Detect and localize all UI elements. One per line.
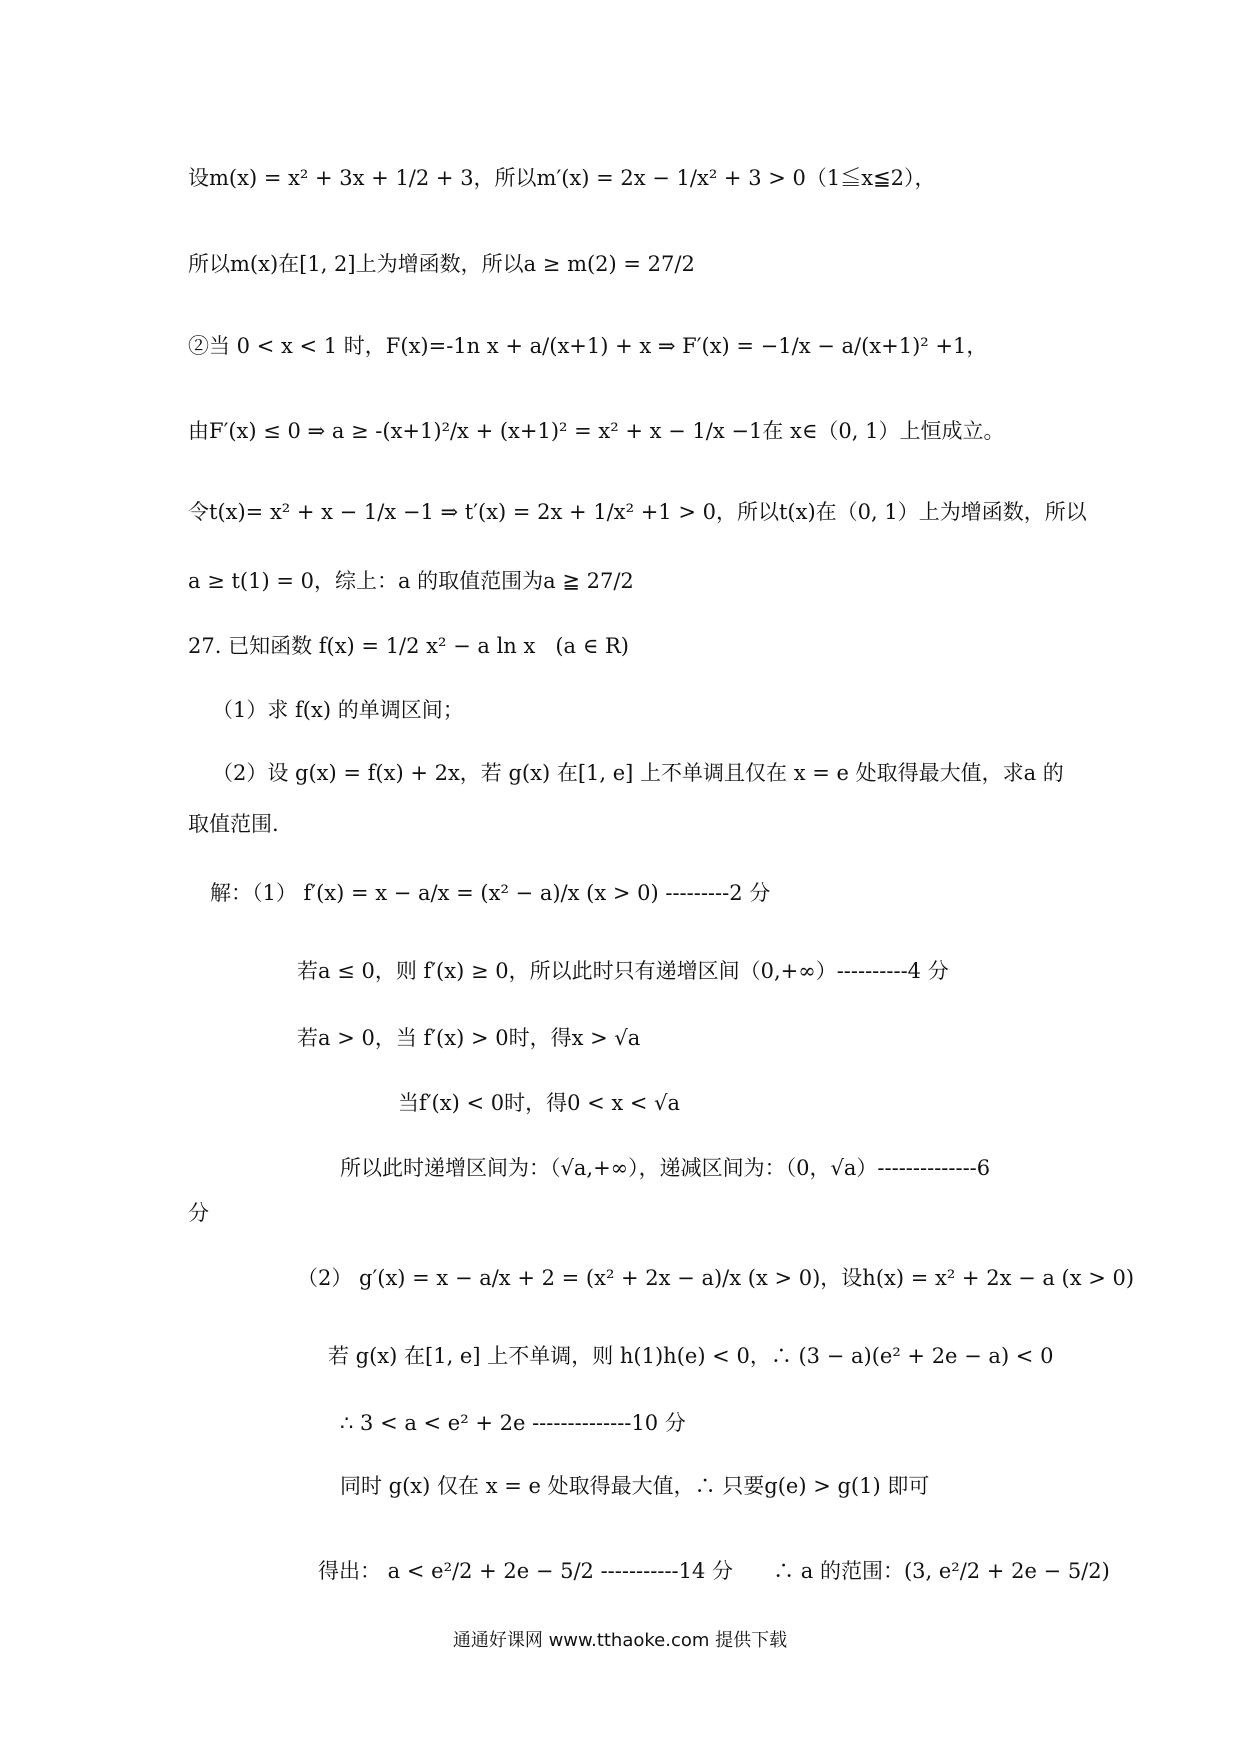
solution-line-10: 得出： a < e²/2 + 2e − 5/2 -----------14 分 ∴ a 的范围：(3, e²/2 + 2e − 5/2) bbox=[318, 1559, 1110, 1583]
solution-line-8: ∴ 3 < a < e² + 2e --------------10 分 bbox=[340, 1411, 686, 1435]
solution-line-9: 同时 g(x) 仅在 x = e 处取得最大值，∴ 只要g(e) > g(1) 即可 bbox=[340, 1474, 930, 1498]
text-line-4: 由F′(x) ≤ 0 ⇒ a ≥ -(x+1)²/x + (x+1)² = x² + x − 1/x −1在 x∈（0, 1）上恒成立。 bbox=[188, 419, 1005, 443]
solution-line-7: 若 g(x) 在[1, e] 上不单调，则 h(1)h(e) < 0，∴ (3 − a)(e² + 2e − a) < 0 bbox=[328, 1344, 1054, 1368]
text-line-3: ②当 0 < x < 1 时，F(x)=-1n x + a/(x+1) + x ⇒ F′(x) = −1/x − a/(x+1)² +1， bbox=[188, 334, 988, 358]
solution-line-6: （2） g′(x) = x − a/x + 2 = (x² + 2x − a)/x (x > 0)，设h(x) = x² + 2x − a (x > 0) bbox=[297, 1266, 1135, 1290]
text-line-6: a ≥ t(1) = 0，综上：a 的取值范围为a ≧ 27/2 bbox=[188, 569, 634, 593]
problem-27-part-2: （2）设 g(x) = f(x) + 2x，若 g(x) 在[1, e] 上不单调且仅在 x = e 处取得最大值，求a 的 bbox=[212, 761, 1064, 785]
solution-line-5-cont: 分 bbox=[188, 1201, 209, 1225]
problem-27-heading: 27. 已知函数 f(x) = 1/2 x² − a ln x (a ∈ R) bbox=[188, 634, 629, 658]
problem-27-part-2-cont: 取值范围. bbox=[188, 812, 279, 836]
footer-source: 通通好课网 www.tthaoke.com 提供下载 bbox=[452, 1630, 788, 1651]
solution-line-2: 若a ≤ 0，则 f′(x) ≥ 0，所以此时只有递增区间（0,+∞）----------4 分 bbox=[297, 959, 949, 983]
solution-line-1: 解：（1） f′(x) = x − a/x = (x² − a)/x (x > 0) ---------2 分 bbox=[210, 881, 771, 905]
problem-27-part-1: （1）求 f(x) 的单调区间； bbox=[212, 698, 464, 722]
text-line-5: 令t(x)= x² + x − 1/x −1 ⇒ t′(x) = 2x + 1/x² +1 > 0，所以t(x)在（0, 1）上为增函数，所以 bbox=[188, 500, 1087, 524]
solution-line-4: 当f′(x) < 0时，得0 < x < √a bbox=[398, 1091, 681, 1115]
text-line-2: 所以m(x)在[1, 2]上为增函数，所以a ≥ m(2) = 27/2 bbox=[188, 252, 695, 276]
solution-line-3: 若a > 0，当 f′(x) > 0时，得x > √a bbox=[297, 1026, 641, 1050]
text-line-1: 设m(x) = x² + 3x + 1/2 + 3，所以m′(x) = 2x − 1/x² + 3 > 0（1≦x≦2）， bbox=[188, 166, 936, 190]
solution-line-5: 所以此时递增区间为：（√a,+∞），递减区间为：（0，√a）--------------6 bbox=[340, 1156, 991, 1180]
